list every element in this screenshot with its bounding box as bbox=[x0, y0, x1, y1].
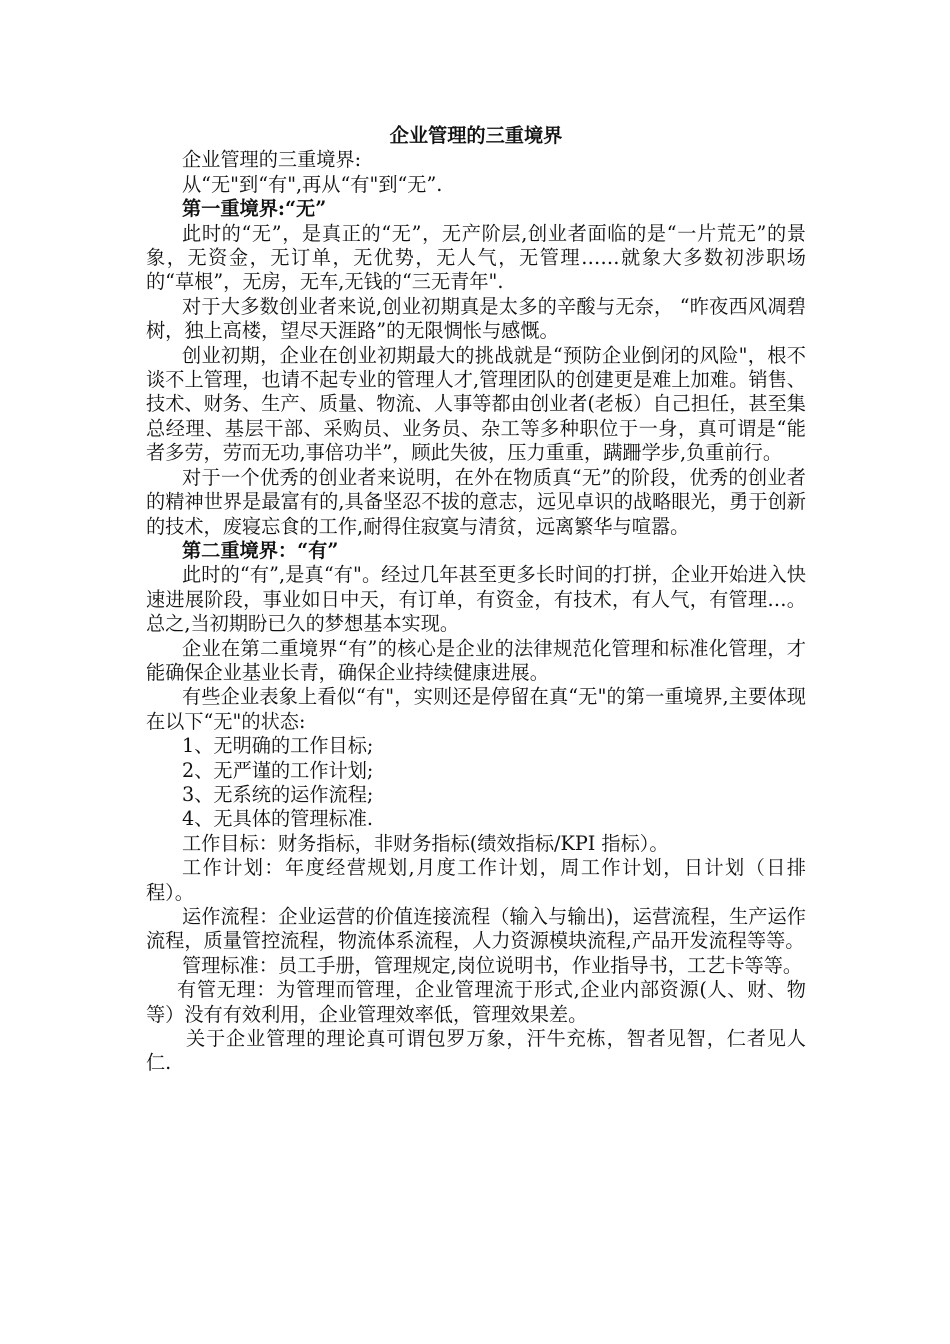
list-item: 4、无具体的管理标准. bbox=[182, 807, 373, 831]
section-heading-first: 第一重境界:“无” bbox=[182, 197, 327, 221]
section-heading-second: 第二重境界：“有” bbox=[182, 538, 339, 562]
list-item: 2、无严谨的工作计划; bbox=[182, 758, 374, 782]
paragraph: 有些企业表象上看似“有"，实则还是停留在真“无"的第一重境界,主要体现在以下“无"的状态: bbox=[146, 685, 806, 733]
paragraph: 对于大多数创业者来说,创业初期真是太多的辛酸与无奈， “昨夜西风凋碧树，独上高楼，望尽天涯路”的无限惆怅与感慨。 bbox=[146, 294, 806, 343]
list-item: 3、无系统的运作流程; bbox=[182, 782, 374, 806]
paragraph: 有管无理：为管理而管理，企业管理流于形式,企业内部资源(人、财、物等）没有有效利用，企业管理效率低，管理效果差。 bbox=[146, 978, 806, 1026]
paragraph: 工作计划：年度经营规划,月度工作计划，周工作计划，日计划（日排程）。 bbox=[146, 856, 806, 904]
paragraph: 工作目标：财务指标，非财务指标(绩效指标/KPI 指标）。 bbox=[182, 831, 669, 855]
paragraph: 此时的“有”,是真“有"。经过几年甚至更多长时间的打拼，企业开始进入快速进展阶段，事业如日中天，有订单，有资金，有技术，有人气，有管理…。总之,当初期盼已久的梦想基本实现。 bbox=[146, 563, 806, 636]
paragraph: 关于企业管理的理论真可谓包罗万象，汗牛充栋，智者见智，仁者见人仁. bbox=[146, 1027, 806, 1075]
paragraph: 企业在第二重境界“有”的核心是企业的法律规范化管理和标准化管理，才能确保企业基业长青，确保企业持续健康进展。 bbox=[146, 636, 806, 684]
document-title: 企业管理的三重境界 bbox=[389, 124, 563, 147]
paragraph: 此时的“无”，是真正的“无”，无产阶层,创业者面临的是“一片荒无”的景象，无资金，无订单，无优势，无人气，无管理……就象大多数初涉职场的“草根”，无房，无车,无钱的“三无青年". bbox=[146, 221, 806, 294]
list-item: 1、无明确的工作目标; bbox=[182, 734, 374, 758]
paragraph: 运作流程：企业运营的价值连接流程（输入与输出)，运营流程，生产运作流程，质量管控流程，物流体系流程，人力资源模块流程,产品开发流程等等。 bbox=[146, 905, 806, 953]
intro-line: 企业管理的三重境界: bbox=[182, 148, 362, 172]
paragraph: 管理标准：员工手册，管理规定,岗位说明书，作业指导书，工艺卡等等。 bbox=[182, 953, 803, 977]
intro-subline: 从“无"到“有",再从“有"到“无”. bbox=[182, 172, 443, 196]
paragraph: 创业初期，企业在创业初期最大的挑战就是“预防企业倒闭的风险"，根不谈不上管理，也请不起专业的管理人才,管理团队的创建更是难上加难。销售、技术、财务、生产、质量、物流、人事等都由创业者(老板）自己担任，甚至集总经理、基层干部、采购员、业务员、杂工等多种职位于一身，真可谓是“能者多劳，劳而无功,事倍功半”，顾此失彼，压力重重，蹒跚学步,负重前行。 bbox=[146, 343, 806, 465]
document-body bbox=[146, 124, 806, 1076]
paragraph: 对于一个优秀的创业者来说明，在外在物质真“无”的阶段，优秀的创业者的精神世界是最富有的,具备坚忍不拔的意志，远见卓识的战略眼光，勇于创新的技术，废寝忘食的工作,耐得住寂寞与清贫，远离繁华与喧嚣。 bbox=[146, 465, 806, 538]
